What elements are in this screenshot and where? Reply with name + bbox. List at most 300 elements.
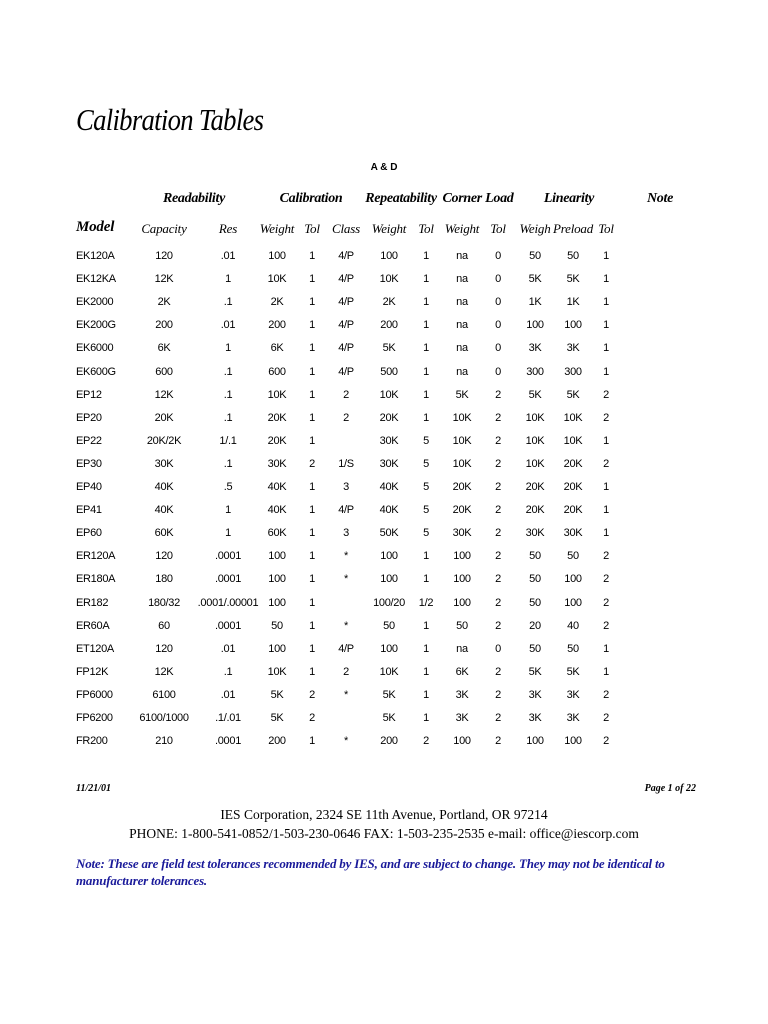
cell-corner-weight: na bbox=[456, 642, 468, 655]
cell-lin-weigh: 5K bbox=[528, 273, 542, 286]
cell-lin-preload: 5K bbox=[566, 665, 580, 678]
cell-rep-weight: 500 bbox=[380, 365, 398, 378]
cell-model: EP40 bbox=[76, 481, 102, 493]
group-header-calibration: Calibration bbox=[279, 191, 343, 206]
cell-cal-tol: 1 bbox=[309, 250, 315, 262]
cell-capacity: 20K bbox=[154, 411, 174, 424]
cell-rep-tol: 5 bbox=[423, 457, 429, 470]
cell-cal-tol: 2 bbox=[309, 457, 315, 470]
cell-rep-weight: 100 bbox=[380, 573, 398, 586]
cell-capacity: 60K bbox=[154, 527, 174, 540]
cell-model: FP6000 bbox=[76, 688, 113, 701]
cell-res: .1 bbox=[223, 457, 233, 470]
cell-cal-weight: 40K bbox=[267, 481, 287, 493]
cell-corner-tol: 2 bbox=[495, 735, 501, 748]
cell-model: EK600G bbox=[76, 365, 116, 378]
column-header-cal-weight: Weight bbox=[259, 221, 295, 236]
cell-res: .01 bbox=[220, 688, 236, 701]
column-header-model: Model bbox=[76, 219, 115, 235]
cell-capacity: 180/32 bbox=[148, 596, 180, 609]
cell-capacity: 12K bbox=[154, 273, 174, 286]
cell-corner-weight: 20K bbox=[452, 504, 472, 517]
cell-capacity: 40K bbox=[154, 504, 174, 517]
cell-lin-preload: 30K bbox=[563, 527, 583, 540]
cell-capacity: 210 bbox=[155, 735, 173, 748]
cell-cal-weight: 50 bbox=[271, 619, 283, 632]
cell-lin-tol: 1 bbox=[603, 504, 609, 517]
cell-corner-tol: 2 bbox=[495, 527, 501, 540]
cell-res: .0001 bbox=[214, 573, 242, 586]
cell-model: EK120A bbox=[76, 250, 115, 262]
cell-rep-tol: 1 bbox=[423, 688, 429, 701]
cell-corner-weight: 10K bbox=[452, 457, 472, 470]
cell-rep-tol: 5 bbox=[423, 527, 429, 540]
cell-lin-preload: 3K bbox=[566, 342, 580, 355]
cell-rep-weight: 50 bbox=[383, 619, 395, 632]
cell-lin-preload: 100 bbox=[564, 596, 582, 609]
cell-res: 1/.1 bbox=[219, 434, 237, 447]
cell-res: .0001 bbox=[214, 619, 242, 632]
cell-rep-weight: 100 bbox=[380, 642, 398, 655]
cell-cal-tol: 1 bbox=[309, 342, 315, 355]
cell-cal-tol: 1 bbox=[309, 596, 315, 609]
cell-model: EP30 bbox=[76, 457, 102, 470]
cell-corner-weight: 5K bbox=[455, 388, 469, 401]
cell-corner-tol: 0 bbox=[495, 273, 501, 286]
group-header-linearity: Linearity bbox=[543, 191, 595, 206]
cell-lin-tol: 1 bbox=[603, 319, 609, 332]
cell-lin-tol: 1 bbox=[603, 434, 609, 447]
cell-corner-weight: 30K bbox=[452, 527, 472, 540]
cell-cal-weight: 100 bbox=[268, 596, 286, 609]
cell-model: FR200 bbox=[76, 735, 108, 748]
cell-capacity: 12K bbox=[154, 388, 174, 401]
cell-lin-weigh: 1K bbox=[528, 296, 542, 309]
cell-cal-tol: 1 bbox=[309, 642, 315, 655]
cell-res: .1 bbox=[223, 665, 233, 678]
cell-lin-tol: 1 bbox=[603, 296, 609, 309]
cell-rep-tol: 1 bbox=[423, 411, 429, 424]
column-header-lin-tol: Tol bbox=[598, 221, 614, 236]
cell-lin-tol: 1 bbox=[603, 273, 609, 286]
company-contact: PHONE: 1-800-541-0852/1-503-230-0646 FAX: 1-503-235-2535 e-mail: office@iescorp.com bbox=[129, 826, 639, 841]
cell-lin-tol: 1 bbox=[603, 365, 609, 378]
cell-lin-weigh: 5K bbox=[528, 665, 542, 678]
cell-rep-weight: 200 bbox=[380, 735, 398, 748]
cell-cal-weight: 20K bbox=[267, 411, 287, 424]
cell-cal-tol: 1 bbox=[309, 365, 315, 378]
column-header-res: Res bbox=[218, 221, 238, 236]
cell-cal-class: 4/P bbox=[338, 273, 354, 286]
cell-lin-tol: 2 bbox=[603, 688, 609, 701]
cell-lin-preload: 40 bbox=[567, 619, 579, 632]
cell-cal-tol: 1 bbox=[309, 481, 315, 493]
cell-rep-tol: 1 bbox=[423, 619, 429, 632]
cell-lin-preload: 10K bbox=[563, 434, 583, 447]
cell-cal-tol: 1 bbox=[309, 273, 315, 286]
group-header-corner-load: Corner Load bbox=[442, 191, 514, 206]
column-header-cal-tol: Tol bbox=[304, 221, 320, 236]
cell-model: EP22 bbox=[76, 434, 102, 447]
cell-rep-weight: 5K bbox=[382, 342, 396, 355]
cell-corner-tol: 2 bbox=[495, 712, 501, 724]
footer-date: 11/21/01 bbox=[76, 783, 112, 794]
cell-lin-weigh: 20K bbox=[525, 504, 545, 517]
cell-capacity: 120 bbox=[155, 642, 173, 655]
cell-res: .1 bbox=[223, 296, 233, 309]
cell-lin-weigh: 30K bbox=[525, 527, 545, 540]
cell-lin-weigh: 3K bbox=[528, 342, 542, 355]
cell-lin-preload: 20K bbox=[563, 457, 583, 470]
cell-rep-weight: 200 bbox=[380, 319, 398, 332]
cell-cal-class: 4/P bbox=[338, 250, 354, 262]
cell-cal-weight: 200 bbox=[268, 319, 286, 332]
cell-rep-tol: 1 bbox=[423, 573, 429, 586]
cell-cal-weight: 100 bbox=[268, 550, 286, 563]
cell-corner-weight: 3K bbox=[455, 688, 469, 701]
cell-cal-class: 4/P bbox=[338, 319, 354, 332]
cell-cal-tol: 2 bbox=[309, 712, 315, 724]
cell-lin-preload: 3K bbox=[566, 688, 580, 701]
cell-lin-tol: 2 bbox=[603, 388, 609, 401]
cell-capacity: 12K bbox=[154, 665, 174, 678]
cell-capacity: 6100/1000 bbox=[139, 712, 189, 724]
cell-model: EP41 bbox=[76, 504, 102, 517]
cell-rep-weight: 20K bbox=[379, 411, 399, 424]
cell-res: .01 bbox=[220, 642, 236, 655]
cell-cal-weight: 6K bbox=[270, 342, 284, 355]
cell-corner-tol: 2 bbox=[495, 665, 501, 678]
cell-lin-preload: 3K bbox=[566, 712, 580, 724]
cell-rep-weight: 50K bbox=[379, 527, 399, 540]
cell-rep-weight: 40K bbox=[379, 504, 399, 517]
column-header-lin-weigh: Weigh bbox=[519, 221, 551, 236]
cell-rep-tol: 1 bbox=[423, 365, 429, 378]
cell-cal-class: 3 bbox=[343, 481, 349, 493]
cell-cal-class: * bbox=[344, 735, 348, 748]
cell-corner-weight: 6K bbox=[455, 665, 469, 678]
cell-capacity: 60 bbox=[158, 619, 170, 632]
cell-rep-weight: 100/20 bbox=[373, 596, 405, 609]
cell-lin-tol: 1 bbox=[603, 342, 609, 355]
group-header-note: Note bbox=[646, 191, 674, 206]
cell-rep-tol: 1/2 bbox=[418, 596, 434, 609]
cell-cal-weight: 100 bbox=[268, 250, 286, 262]
cell-cal-weight: 10K bbox=[267, 665, 287, 678]
cell-corner-tol: 0 bbox=[495, 319, 501, 332]
cell-cal-weight: 200 bbox=[268, 735, 286, 748]
cell-corner-weight: 3K bbox=[455, 712, 469, 724]
cell-capacity: 200 bbox=[155, 319, 173, 332]
cell-res: .5 bbox=[223, 481, 233, 493]
cell-model: EK6000 bbox=[76, 342, 114, 355]
cell-cal-tol: 1 bbox=[309, 550, 315, 563]
cell-res: .1 bbox=[223, 365, 233, 378]
cell-cal-class: 3 bbox=[343, 527, 349, 540]
cell-rep-tol: 5 bbox=[423, 504, 429, 517]
cell-rep-tol: 1 bbox=[423, 665, 429, 678]
cell-lin-weigh: 50 bbox=[529, 573, 541, 586]
cell-lin-weigh: 10K bbox=[525, 434, 545, 447]
cell-lin-weigh: 50 bbox=[529, 596, 541, 609]
cell-lin-weigh: 20K bbox=[525, 481, 545, 493]
cell-lin-preload: 50 bbox=[567, 642, 579, 655]
cell-model: EK200G bbox=[76, 319, 116, 332]
cell-cal-class: * bbox=[344, 573, 348, 586]
cell-model: FP6200 bbox=[76, 712, 113, 724]
cell-corner-tol: 2 bbox=[495, 388, 501, 401]
cell-lin-tol: 1 bbox=[603, 250, 609, 262]
cell-rep-weight: 10K bbox=[379, 388, 399, 401]
cell-rep-tol: 1 bbox=[423, 250, 429, 262]
cell-cal-class: 4/P bbox=[338, 342, 354, 355]
cell-capacity: 180 bbox=[155, 573, 173, 586]
page-title: Calibration Tables bbox=[76, 102, 264, 137]
cell-lin-preload: 50 bbox=[567, 250, 579, 262]
column-header-capacity: Capacity bbox=[141, 221, 187, 236]
cell-rep-weight: 5K bbox=[382, 712, 396, 724]
cell-cal-weight: 600 bbox=[268, 365, 286, 378]
cell-cal-tol: 1 bbox=[309, 319, 315, 332]
cell-res: .0001 bbox=[214, 550, 242, 563]
cell-corner-weight: 100 bbox=[453, 735, 471, 748]
column-header-rep-tol: Tol bbox=[418, 221, 434, 236]
cell-lin-tol: 2 bbox=[603, 411, 609, 424]
cell-lin-tol: 2 bbox=[603, 712, 609, 724]
cell-rep-weight: 10K bbox=[379, 273, 399, 286]
cell-cal-weight: 5K bbox=[270, 712, 284, 724]
cell-model: ER120A bbox=[76, 550, 116, 563]
cell-cal-weight: 10K bbox=[267, 273, 287, 286]
cell-cal-weight: 60K bbox=[267, 527, 287, 540]
cell-cal-tol: 1 bbox=[309, 296, 315, 309]
cell-cal-tol: 1 bbox=[309, 411, 315, 424]
cell-corner-weight: 10K bbox=[452, 434, 472, 447]
cell-lin-tol: 2 bbox=[603, 735, 609, 748]
cell-corner-tol: 2 bbox=[495, 481, 501, 493]
cell-lin-tol: 2 bbox=[603, 619, 609, 632]
cell-corner-weight: na bbox=[456, 250, 468, 262]
cell-capacity: 30K bbox=[154, 457, 174, 470]
cell-cal-weight: 30K bbox=[267, 457, 287, 470]
cell-lin-preload: 10K bbox=[563, 411, 583, 424]
cell-lin-tol: 1 bbox=[603, 527, 609, 540]
cell-corner-weight: na bbox=[456, 296, 468, 309]
cell-rep-tol: 1 bbox=[423, 342, 429, 355]
cell-model: EP20 bbox=[76, 411, 102, 424]
cell-rep-tol: 1 bbox=[423, 296, 429, 309]
cell-corner-tol: 0 bbox=[495, 296, 501, 309]
cell-corner-weight: na bbox=[456, 273, 468, 286]
cell-lin-preload: 300 bbox=[564, 365, 582, 378]
footer-page-number: Page 1 of 22 bbox=[644, 783, 696, 794]
cell-res: .01 bbox=[220, 319, 236, 332]
cell-rep-weight: 100 bbox=[380, 250, 398, 262]
cell-lin-preload: 5K bbox=[566, 273, 580, 286]
cell-lin-tol: 1 bbox=[603, 642, 609, 655]
cell-rep-tol: 1 bbox=[423, 273, 429, 286]
cell-res: .1 bbox=[223, 411, 233, 424]
cell-lin-tol: 2 bbox=[603, 596, 609, 609]
cell-lin-tol: 1 bbox=[603, 665, 609, 678]
cell-corner-weight: na bbox=[456, 319, 468, 332]
cell-rep-weight: 5K bbox=[382, 688, 396, 701]
tolerance-note: Note: These are field test tolerances recommended by IES, and are subject to change. They may not be identical to manufacturer tolerances. bbox=[76, 856, 665, 888]
cell-cal-class: 4/P bbox=[338, 365, 354, 378]
cell-res: .0001/.00001 bbox=[197, 596, 259, 609]
cell-corner-tol: 2 bbox=[495, 434, 501, 447]
cell-lin-weigh: 20 bbox=[529, 619, 541, 632]
cell-cal-weight: 100 bbox=[268, 573, 286, 586]
cell-lin-preload: 5K bbox=[566, 388, 580, 401]
cell-corner-tol: 0 bbox=[495, 250, 501, 262]
cell-lin-weigh: 50 bbox=[529, 250, 541, 262]
cell-cal-tol: 1 bbox=[309, 504, 315, 517]
cell-cal-weight: 20K bbox=[267, 434, 287, 447]
cell-cal-weight: 100 bbox=[268, 642, 286, 655]
cell-rep-weight: 40K bbox=[379, 481, 399, 493]
cell-cal-tol: 1 bbox=[309, 619, 315, 632]
cell-model: ET120A bbox=[76, 642, 114, 655]
cell-lin-weigh: 10K bbox=[525, 457, 545, 470]
cell-cal-tol: 1 bbox=[309, 665, 315, 678]
cell-model: EP60 bbox=[76, 527, 102, 540]
cell-capacity: 120 bbox=[155, 250, 173, 262]
cell-rep-tol: 2 bbox=[423, 735, 429, 748]
cell-rep-tol: 1 bbox=[423, 388, 429, 401]
cell-lin-preload: 50 bbox=[567, 550, 579, 563]
cell-cal-class: 4/P bbox=[338, 642, 354, 655]
cell-cal-tol: 1 bbox=[309, 527, 315, 540]
cell-corner-tol: 2 bbox=[495, 573, 501, 586]
cell-cal-class: * bbox=[344, 619, 348, 632]
cell-lin-weigh: 100 bbox=[526, 735, 544, 748]
cell-cal-weight: 2K bbox=[270, 296, 284, 309]
cell-capacity: 120 bbox=[155, 550, 173, 563]
cell-lin-weigh: 50 bbox=[529, 550, 541, 563]
cell-cal-class: 2 bbox=[343, 665, 349, 678]
column-header-lin-preload: Preload bbox=[553, 221, 593, 236]
cell-corner-weight: na bbox=[456, 365, 468, 378]
cell-cal-class: 2 bbox=[343, 411, 349, 424]
cell-corner-tol: 2 bbox=[495, 457, 501, 470]
cell-corner-tol: 2 bbox=[495, 619, 501, 632]
cell-capacity: 40K bbox=[154, 481, 174, 493]
cell-cal-weight: 40K bbox=[267, 504, 287, 517]
cell-lin-weigh: 100 bbox=[526, 319, 544, 332]
cell-model: ER180A bbox=[76, 573, 116, 586]
cell-res: 1 bbox=[225, 504, 231, 517]
cell-rep-tol: 1 bbox=[423, 550, 429, 563]
cell-rep-tol: 1 bbox=[423, 642, 429, 655]
cell-rep-tol: 5 bbox=[423, 481, 429, 493]
cell-corner-tol: 0 bbox=[495, 365, 501, 378]
company-address: IES Corporation, 2324 SE 11th Avenue, Portland, OR 97214 bbox=[220, 807, 548, 822]
cell-corner-weight: 100 bbox=[453, 596, 471, 609]
group-header-readability: Readability bbox=[162, 191, 226, 206]
cell-cal-class: 4/P bbox=[338, 504, 354, 517]
cell-corner-weight: 50 bbox=[456, 619, 468, 632]
cell-res: 1 bbox=[225, 527, 231, 540]
cell-res: .1 bbox=[223, 388, 233, 401]
cell-rep-weight: 2K bbox=[382, 296, 396, 309]
cell-corner-tol: 2 bbox=[495, 688, 501, 701]
cell-lin-tol: 2 bbox=[603, 457, 609, 470]
cell-lin-preload: 100 bbox=[564, 735, 582, 748]
cell-lin-preload: 20K bbox=[563, 481, 583, 493]
cell-lin-weigh: 3K bbox=[528, 712, 542, 724]
cell-lin-weigh: 10K bbox=[525, 411, 545, 424]
cell-lin-weigh: 5K bbox=[528, 388, 542, 401]
cell-cal-class: 1/S bbox=[338, 457, 354, 470]
cell-cal-class: 2 bbox=[343, 388, 349, 401]
cell-lin-preload: 1K bbox=[566, 296, 580, 309]
cell-model: EK12KA bbox=[76, 273, 116, 286]
manufacturer-subtitle: A & D bbox=[370, 162, 398, 173]
cell-res: .0001 bbox=[214, 735, 242, 748]
cell-corner-tol: 2 bbox=[495, 411, 501, 424]
cell-lin-preload: 100 bbox=[564, 319, 582, 332]
cell-corner-weight: 100 bbox=[453, 550, 471, 563]
column-header-corner-weight: Weight bbox=[444, 221, 480, 236]
cell-capacity: 20K/2K bbox=[146, 434, 182, 447]
cell-res: .1/.01 bbox=[215, 712, 241, 724]
cell-corner-weight: 10K bbox=[452, 411, 472, 424]
cell-cal-class: * bbox=[344, 688, 348, 701]
cell-capacity: 6K bbox=[157, 342, 171, 355]
cell-corner-tol: 2 bbox=[495, 596, 501, 609]
cell-lin-weigh: 300 bbox=[526, 365, 544, 378]
cell-corner-tol: 2 bbox=[495, 504, 501, 517]
cell-lin-preload: 100 bbox=[564, 573, 582, 586]
cell-rep-weight: 30K bbox=[379, 434, 399, 447]
column-header-cal-class: Class bbox=[332, 221, 360, 236]
cell-res: 1 bbox=[225, 342, 231, 355]
cell-capacity: 2K bbox=[157, 296, 171, 309]
column-header-rep-weight: Weight bbox=[371, 221, 407, 236]
cell-model: EP12 bbox=[76, 388, 102, 401]
cell-rep-tol: 1 bbox=[423, 319, 429, 332]
cell-cal-weight: 5K bbox=[270, 688, 284, 701]
cell-model: FP12K bbox=[76, 665, 109, 678]
cell-cal-class: * bbox=[344, 550, 348, 563]
cell-rep-weight: 30K bbox=[379, 457, 399, 470]
cell-cal-class: 4/P bbox=[338, 296, 354, 309]
cell-cal-tol: 2 bbox=[309, 688, 315, 701]
cell-corner-weight: 100 bbox=[453, 573, 471, 586]
group-header-repeatability: Repeatability bbox=[365, 191, 437, 206]
cell-rep-weight: 100 bbox=[380, 550, 398, 563]
cell-corner-weight: 20K bbox=[452, 481, 472, 493]
cell-corner-weight: na bbox=[456, 342, 468, 355]
cell-model: EK2000 bbox=[76, 296, 114, 309]
cell-cal-tol: 1 bbox=[309, 573, 315, 586]
cell-res: .01 bbox=[220, 250, 236, 262]
cell-cal-tol: 1 bbox=[309, 735, 315, 748]
cell-cal-tol: 1 bbox=[309, 434, 315, 447]
cell-corner-tol: 2 bbox=[495, 550, 501, 563]
cell-rep-tol: 5 bbox=[423, 434, 429, 447]
cell-lin-tol: 2 bbox=[603, 550, 609, 563]
cell-lin-weigh: 3K bbox=[528, 688, 542, 701]
cell-lin-tol: 2 bbox=[603, 573, 609, 586]
cell-cal-tol: 1 bbox=[309, 388, 315, 401]
cell-lin-weigh: 50 bbox=[529, 642, 541, 655]
cell-rep-weight: 10K bbox=[379, 665, 399, 678]
cell-corner-tol: 0 bbox=[495, 642, 501, 655]
cell-capacity: 600 bbox=[155, 365, 173, 378]
cell-lin-tol: 1 bbox=[603, 481, 609, 493]
